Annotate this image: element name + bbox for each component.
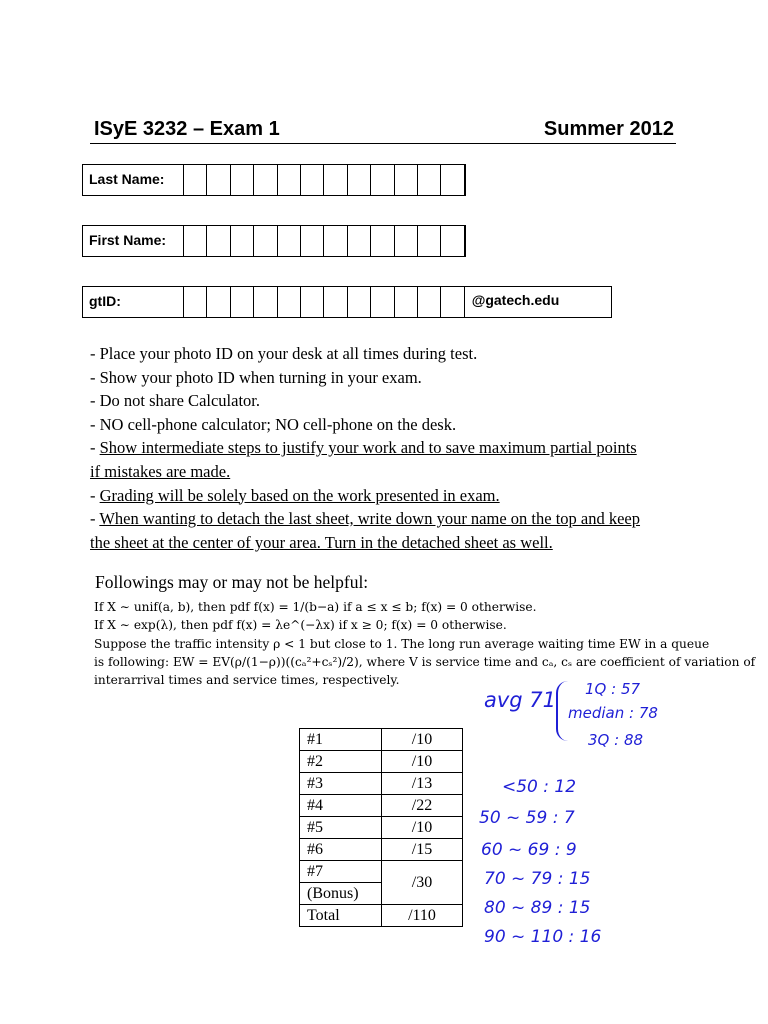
question-cell: #1 <box>300 729 382 751</box>
question-cell: #4 <box>300 795 382 817</box>
last-name-boxes[interactable] <box>184 165 465 195</box>
points-cell: /30 <box>382 861 463 905</box>
instruction-line <box>90 507 690 531</box>
handwritten-bin: 50 ~ 59 : 7 <box>479 808 575 828</box>
question-cell: #5 <box>300 817 382 839</box>
instruction-text: if mistakes are made. <box>90 461 231 481</box>
instruction-text: When wanting to detach the last sheet, write down your name on the top and keep <box>99 509 641 529</box>
instruction-text: Show intermediate steps to justify your work and to save maximum partial points <box>99 438 637 458</box>
table-row <box>300 751 463 773</box>
letter-box[interactable] <box>441 226 464 256</box>
question-cell: #6 <box>300 839 382 861</box>
instruction-line: - Place your photo ID on your desk at all times during test. <box>90 344 478 363</box>
points-cell: /22 <box>382 795 463 817</box>
first-name-row <box>82 225 466 257</box>
letter-box[interactable] <box>348 165 371 195</box>
digit-box[interactable] <box>301 287 324 317</box>
letter-box[interactable] <box>324 226 347 256</box>
handwritten-bin: 80 ~ 89 : 15 <box>484 898 591 918</box>
exam-header <box>90 116 676 144</box>
table-row <box>300 795 463 817</box>
letter-box[interactable] <box>231 165 254 195</box>
handwritten-bin: <50 : 12 <box>502 777 577 797</box>
letter-box[interactable] <box>301 226 324 256</box>
points-cell: /13 <box>382 773 463 795</box>
letter-box[interactable] <box>324 165 347 195</box>
letter-box[interactable] <box>278 165 301 195</box>
gtid-email-suffix: @gatech.edu <box>471 292 560 308</box>
exam-instructions <box>90 342 690 554</box>
question-cell: #2 <box>300 751 382 773</box>
instruction-line <box>90 531 690 555</box>
letter-box[interactable] <box>395 226 418 256</box>
handwritten-bin: 60 ~ 69 : 9 <box>481 840 577 860</box>
letter-box[interactable] <box>441 165 464 195</box>
last-name-row <box>82 164 466 196</box>
table-row <box>300 729 463 751</box>
formula-line: Suppose the traffic intensity ρ < 1 but close to 1. The long run average waiting time EW in a queue <box>94 636 710 651</box>
letter-box[interactable] <box>254 165 277 195</box>
gtid-row <box>82 286 612 318</box>
helpful-heading: Followings may or may not be helpful: <box>95 572 369 592</box>
digit-box[interactable] <box>371 287 394 317</box>
instruction-text: Grading will be solely based on the work presented in exam. <box>99 485 500 505</box>
letter-box[interactable] <box>395 165 418 195</box>
table-row <box>300 861 463 883</box>
handwritten-q1: 1Q : 57 <box>585 680 641 698</box>
letter-box[interactable] <box>371 226 394 256</box>
formula-line: interarrival times and service times, respectively. <box>94 673 400 688</box>
table-row <box>300 817 463 839</box>
letter-box[interactable] <box>254 226 277 256</box>
formula-line: If X ∼ unif(a, b), then pdf f(x) = 1/(b−a) if a ≤ x ≤ b; f(x) = 0 otherwise. <box>94 600 537 614</box>
exam-title: ISyE 3232 – Exam 1 <box>94 118 280 140</box>
instruction-line <box>90 460 690 484</box>
instruction-line: - NO cell-phone calculator; NO cell-phone on the desk. <box>90 414 457 434</box>
instruction-line: - Do not share Calculator. <box>90 391 260 411</box>
digit-box[interactable] <box>207 287 230 317</box>
letter-box[interactable] <box>418 226 441 256</box>
handwritten-average: avg 71 <box>484 688 557 712</box>
question-cell: #7 <box>300 861 382 883</box>
letter-box[interactable] <box>418 165 441 195</box>
digit-box[interactable] <box>254 287 277 317</box>
instruction-text: the sheet at the center of your area. Turn in the detached sheet as well. <box>90 532 553 552</box>
points-cell: /110 <box>382 905 463 927</box>
letter-box[interactable] <box>184 165 207 195</box>
digit-box[interactable] <box>395 287 418 317</box>
gtid-label: gtID: <box>83 287 184 317</box>
score-table <box>299 728 463 927</box>
letter-box[interactable] <box>371 165 394 195</box>
question-cell: (Bonus) <box>300 883 382 905</box>
points-cell: /10 <box>382 817 463 839</box>
handwritten-bin: 70 ~ 79 : 15 <box>484 869 591 889</box>
letter-box[interactable] <box>301 165 324 195</box>
instruction-dash: - <box>90 485 100 505</box>
letter-box[interactable] <box>231 226 254 256</box>
exam-term: Summer 2012 <box>543 118 674 140</box>
digit-box[interactable] <box>324 287 347 317</box>
digit-box[interactable] <box>278 287 301 317</box>
table-row <box>300 905 463 927</box>
formula-line: is following: EW = EV(ρ/(1−ρ))((cₐ²+cₛ²)/2), where V is service time and cₐ, cₛ are coefficient of variation of <box>94 654 756 669</box>
handwritten-median: median : 78 <box>568 704 658 722</box>
gtid-boxes[interactable] <box>184 287 465 317</box>
letter-box[interactable] <box>207 226 230 256</box>
digit-box[interactable] <box>441 287 464 317</box>
points-cell: /10 <box>382 729 463 751</box>
handwritten-bin: 90 ~ 110 : 16 <box>484 927 602 947</box>
table-row <box>300 773 463 795</box>
handwritten-q3: 3Q : 88 <box>588 731 644 749</box>
letter-box[interactable] <box>278 226 301 256</box>
instruction-dash: - <box>90 509 100 529</box>
instruction-line: - Show your photo ID when turning in your exam. <box>90 367 422 387</box>
last-name-label: Last Name: <box>83 165 184 195</box>
digit-box[interactable] <box>418 287 441 317</box>
letter-box[interactable] <box>207 165 230 195</box>
digit-box[interactable] <box>184 287 207 317</box>
question-cell: Total <box>300 905 382 927</box>
instruction-line <box>90 484 690 508</box>
points-cell: /10 <box>382 751 463 773</box>
digit-box[interactable] <box>231 287 254 317</box>
digit-box[interactable] <box>348 287 371 317</box>
formula-line: If X ∼ exp(λ), then pdf f(x) = λe^(−λx) if x ≥ 0; f(x) = 0 otherwise. <box>94 618 507 633</box>
letter-box[interactable] <box>348 226 371 256</box>
first-name-label: First Name: <box>83 226 184 256</box>
letter-box[interactable] <box>184 226 207 256</box>
first-name-boxes[interactable] <box>184 226 465 256</box>
instruction-dash: - <box>90 438 100 458</box>
instruction-line <box>90 436 690 460</box>
table-row <box>300 839 463 861</box>
question-cell: #3 <box>300 773 382 795</box>
points-cell: /15 <box>382 839 463 861</box>
formula-block <box>94 598 756 689</box>
